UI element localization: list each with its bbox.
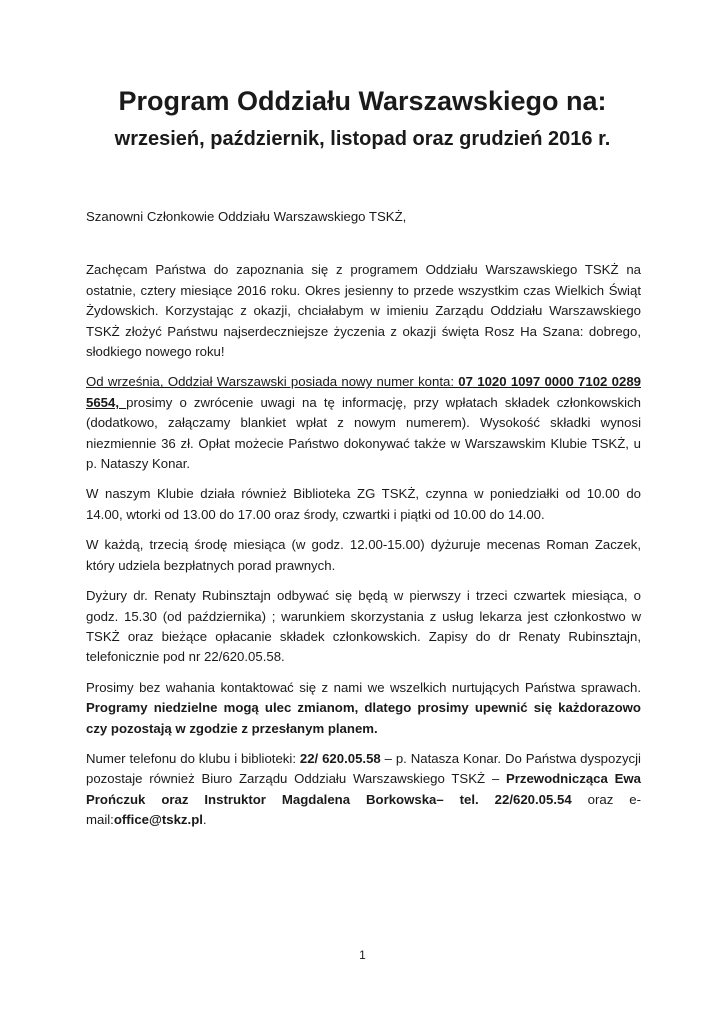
contact-notice: Programy niedzielne mogą ulec zmianom, dlatego prosimy upewnić się każdorazowo czy pozostają w zgodzie z przesłanym planem. xyxy=(86,700,641,736)
contact-text: Prosimy bez wahania kontaktować się z nami we wszelkich nurtujących Państwa sprawach. xyxy=(86,679,641,695)
club-phone-number: 22/ 620.05.58 xyxy=(299,750,381,766)
intro-paragraph: Zachęcam Państwa do zapoznania się z programem Oddziału Warszawskiego TSKŻ na ostatnie, cztery miesiące 2016 roku. Okres jesienny to przede wszystkim czas Wielkich Świąt Żydowskich. Korzystając z okazji, chciałabym w imieniu Zarządu Oddziału Warszawskiego TSKŻ złożyć Państwu najserdeczniejsze życzenia z okazji święta Rosz Ha Szana: dobrego, słodkiego nowego roku! xyxy=(86,262,641,360)
greeting: Szanowni Członkowie Oddziału Warszawskiego TSKŻ, xyxy=(86,209,407,224)
office-contacts: Przewodnicząca Ewa Prończuk oraz Instruktor Magdalena Borkowska– tel. 22/620.05.54 xyxy=(86,771,641,807)
phone-text-4: . xyxy=(202,812,207,828)
contact-paragraph xyxy=(86,678,641,739)
page-subtitle: wrzesień, październik, listopad oraz grudzień 2016 r. xyxy=(114,128,611,150)
account-paragraph xyxy=(86,372,641,474)
phone-text-2: – p. Natasza Konar. Do Państwa dyspozycji pozostaje również Biuro Zarządu Oddziału Warszawskiego TSKŻ – xyxy=(86,750,641,787)
phone-text-3: oraz e-mail: xyxy=(86,791,641,828)
email-link[interactable]: office@tskz.pl xyxy=(113,812,203,828)
phone-text-1: Numer telefonu do klubu i biblioteki: xyxy=(86,750,300,766)
account-lead: Od września, Oddział Warszawski posiada nowy numer konta: xyxy=(86,374,459,390)
lawyer-paragraph: W każdą, trzecią środę miesiąca (w godz. 12.00-15.00) dyżuruje mecenas Roman Zaczek, który udziela bezpłatnych porad prawnych. xyxy=(86,537,641,573)
letter-body xyxy=(86,207,641,841)
account-number: 07 1020 1097 0000 7102 0289 5654, xyxy=(86,374,641,410)
library-paragraph: W naszym Klubie działa również Biblioteka ZG TSKŻ, czynna w poniedziałki od 10.00 do 14.00, wtorki od 13.00 do 17.00 oraz środy, czwartki i piątki od 10.00 do 14.00. xyxy=(86,486,641,522)
phone-paragraph xyxy=(86,749,641,831)
doctor-paragraph: Dyżury dr. Renaty Rubinsztajn odbywać się będą w pierwszy i trzeci czwartek miesiąca, o godz. 15.30 (od października) ; warunkiem skorzystania z usług lekarza jest członkostwo w TSKŻ oraz bieżące opłacanie składek członkowskich. Zapisy do dr Renaty Rubinsztajn, telefonicznie pod nr 22/620.05.58. xyxy=(86,588,641,665)
page-number: 1 xyxy=(359,948,366,962)
page-title: Program Oddziału Warszawskiego na: xyxy=(118,86,607,116)
account-rest: prosimy o zwrócenie uwagi na tę informację, przy wpłatach składek członkowskich (dodatkowo, załączamy blankiet wpłat z nowym numerem). Wysokość składki wynosi niezmiennie 36 zł. Opłat możecie Państwo dokonywać także w Warszawskim Klubie TSKŻ, u p. Nataszy Konar. xyxy=(86,394,641,472)
